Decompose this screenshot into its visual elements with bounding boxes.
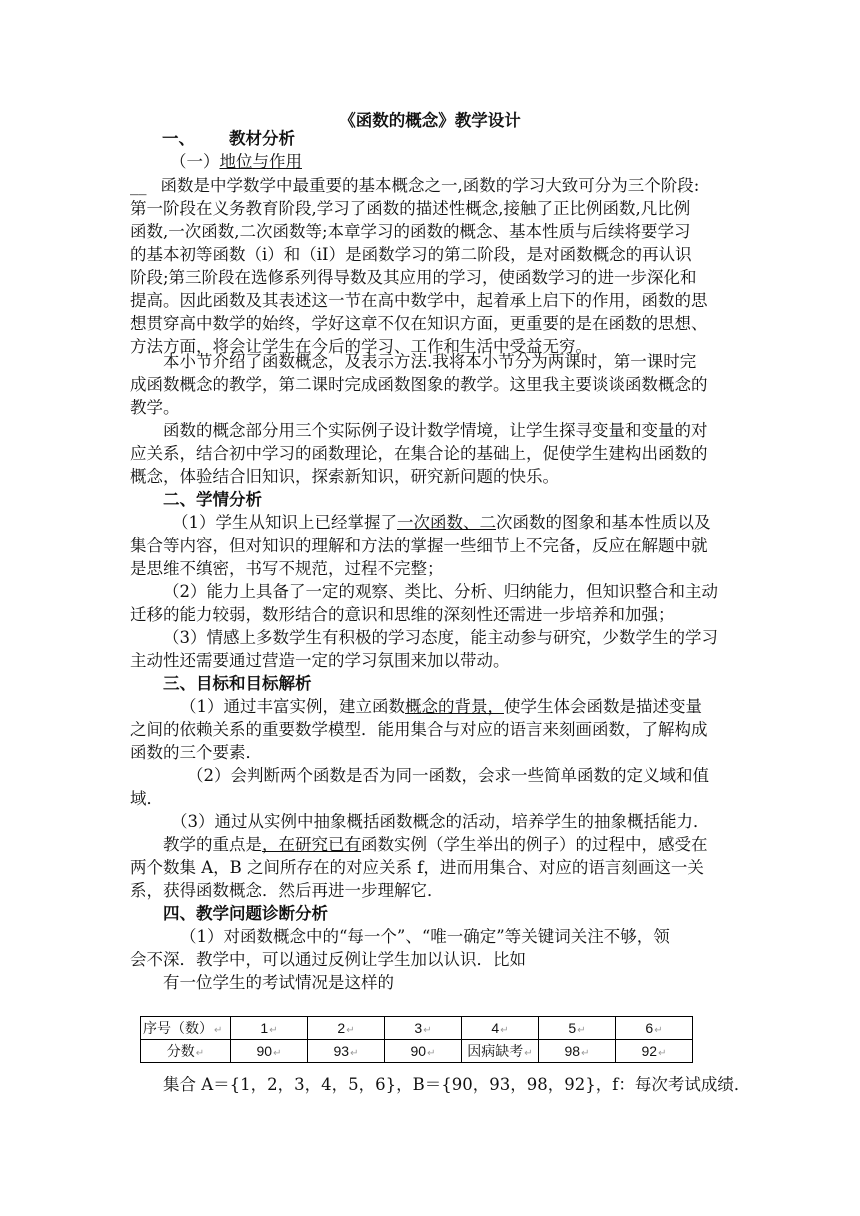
score-table — [140, 1016, 693, 1063]
table-cell — [385, 1040, 462, 1063]
cell-end-mark: ↵ — [423, 1025, 432, 1036]
cell-end-mark: ↵ — [577, 1025, 586, 1036]
cell-text: 90 — [256, 1043, 273, 1059]
paragraph-line: （3）情感上多数学生有积极的学习态度，能主动参与研究，少数学生的学习 — [163, 628, 718, 647]
paragraph-line: 提高。因此函数及其表述这一节在高中数学中，起着承上启下的作用，函数的思 — [130, 291, 708, 310]
cell-text: 3 — [414, 1020, 423, 1036]
section-heading-3: 三、目标和目标解析 — [163, 674, 312, 693]
cell-end-mark: ↵ — [654, 1025, 663, 1036]
text-span: 次函数的图象和基本性质以及 — [496, 513, 711, 532]
paragraph-line: 概念，体验结合旧知识，探索新知识，研究新问题的快乐。 — [130, 467, 559, 486]
text-span: 函数是中学数学中最重要的基本概念之一,函数的学习大致可分为三个阶段: — [160, 176, 700, 195]
cell-text: 5 — [568, 1020, 577, 1036]
table-cell — [141, 1040, 231, 1063]
text-span: （1）通过丰富实例，建立函数 — [180, 697, 405, 716]
paragraph-line — [163, 834, 708, 856]
document-title: 《函数的概念》教学设计 — [339, 111, 521, 130]
subsection-title: 地位与作用 — [219, 152, 302, 171]
paragraph-line: 教学。 — [130, 398, 180, 417]
paragraph-line: 想贯穿高中数学的始终，学好这章不仅在知识方面，更重要的是在函数的思想、 — [130, 314, 708, 333]
cell-end-mark: ↵ — [214, 1025, 223, 1036]
paragraph-line: 第一阶段在义务教育阶段,学习了函数的描述性概念,接触了正比例函数,凡比例 — [130, 199, 691, 218]
cell-text: 1 — [260, 1020, 269, 1036]
cell-text: 93 — [333, 1043, 350, 1059]
cell-end-mark: ↵ — [346, 1025, 355, 1036]
section-title: 教材分析 — [229, 129, 295, 148]
paragraph-line: 迁移的能力较弱，数形结合的意识和思维的深刻性还需进一步培养和加强； — [130, 605, 675, 624]
cell-text: 分数 — [166, 1043, 195, 1059]
paragraph-line: 函数,一次函数,二次函数等;本章学习的函数的概念、基本性质与后续将要学习 — [130, 222, 691, 241]
table-cell — [141, 1017, 231, 1040]
text-span: 使学生体会函数是描述变量 — [504, 697, 702, 716]
text-span: （1）学生从知识上已经掌握了 — [172, 513, 397, 532]
paragraph-line: 本小节介绍了函数概念，及表示方法.我将本小节分为两课时，第一课时完 — [163, 352, 697, 371]
section-number: 一、 — [162, 129, 195, 148]
paragraph-line: 的基本初等函数（i）和（iI）是函数学习的第二阶段，是对函数概念的再认识 — [130, 245, 692, 264]
section-heading-4: 四、教学问题诊断分析 — [163, 904, 328, 923]
paragraph-line: （2）会判断两个函数是否为同一函数，会求一些简单函数的定义域和值 — [187, 766, 709, 785]
cell-end-mark: ↵ — [658, 1048, 667, 1059]
paragraph-line: 会不深．教学中，可以通过反例让学生加以认识．比如 — [130, 950, 526, 969]
paragraph-line: （1）对函数概念中的“每一个”、“唯一确定”等关键词关注不够，领 — [180, 927, 670, 946]
cell-text: 98 — [564, 1043, 581, 1059]
table-row — [141, 1040, 693, 1063]
cell-end-mark: ↵ — [269, 1025, 278, 1036]
underlined-text: 概念的背景， — [405, 697, 504, 716]
section-heading-2: 二、学情分析 — [163, 490, 262, 509]
paragraph-line: 是思维不缜密，书写不规范，过程不完整； — [130, 559, 444, 578]
table-cell — [616, 1040, 693, 1063]
cell-end-mark: ↵ — [524, 1048, 533, 1059]
cell-text: 6 — [645, 1020, 654, 1036]
paragraph-line — [172, 512, 711, 534]
table-cell — [231, 1017, 308, 1040]
table-cell — [231, 1040, 308, 1063]
table-cell — [462, 1040, 539, 1063]
blank-marker: __ — [130, 176, 147, 195]
cell-text: 4 — [491, 1020, 500, 1036]
cell-end-mark: ↵ — [581, 1048, 590, 1059]
text-span: 教学的重点是 — [163, 835, 262, 854]
subsection-heading — [170, 151, 302, 173]
paragraph-line: 主动性还需要通过营造一定的学习氛围来加以带动。 — [130, 651, 510, 670]
paragraph-line: 域． — [130, 789, 163, 808]
paragraph-line: 函数的概念部分用三个实际例子设计数学情境，让学生探寻变量和变量的对 — [163, 421, 708, 440]
paragraph-line: 函数的三个要素． — [130, 743, 262, 762]
table-cell — [539, 1040, 616, 1063]
paragraph-line: 有一位学生的考试情况是这样的 — [163, 973, 394, 992]
cell-end-mark: ↵ — [350, 1048, 359, 1059]
cell-text: 序号（数） — [143, 1020, 213, 1036]
paragraph-line: 成函数概念的教学，第二课时完成函数图象的教学。这里我主要谈谈函数概念的 — [130, 375, 708, 394]
table-cell — [308, 1017, 385, 1040]
underlined-text: 一次函数、二 — [397, 513, 496, 532]
paragraph-line: 系，获得函数概念．然后再进一步理解它． — [130, 881, 444, 900]
cell-end-mark: ↵ — [427, 1048, 436, 1059]
cell-text: 90 — [410, 1043, 427, 1059]
section-heading-1 — [162, 128, 295, 150]
paragraph-line: 阶段;第三阶段在选修系列得导数及其应用的学习，使函数学习的进一步深化和 — [130, 268, 697, 287]
cell-end-mark: ↵ — [273, 1048, 282, 1059]
table-cell — [462, 1017, 539, 1040]
cell-text: 92 — [641, 1043, 658, 1059]
cell-end-mark: ↵ — [195, 1048, 205, 1059]
paragraph-line: （2）能力上具备了一定的观察、类比、分析、归纳能力，但知识整合和主动 — [163, 582, 718, 601]
subsection-prefix: （一） — [170, 152, 220, 171]
paragraph-line: （3）通过从实例中抽象概括函数概念的活动，培养学生的抽象概括能力． — [171, 812, 710, 831]
paragraph-line: 集合等内容，但对知识的理解和方法的掌握一些细节上不完备，反应在解题中就 — [130, 536, 708, 555]
cell-text: 2 — [337, 1020, 346, 1036]
paragraph-line: 方法方面，将会让学生在今后的学习、工作和生活中受益无穷。 — [130, 337, 592, 356]
paragraph-line — [130, 175, 699, 197]
table-cell — [385, 1017, 462, 1040]
cell-end-mark: ↵ — [500, 1025, 509, 1036]
table-cell — [616, 1017, 693, 1040]
text-span: 函数实例（学生举出的例子）的过程中，感受在 — [361, 835, 708, 854]
paragraph-line: 两个数集 A，B 之间所存在的对应关系 f，进而用集合、对应的语言刻画这一关 — [130, 858, 704, 877]
paragraph-line: 应关系，结合初中学习的函数理论，在集合论的基础上，促使学生建构出函数的 — [130, 444, 708, 463]
paragraph-line — [180, 696, 702, 718]
table-cell — [308, 1040, 385, 1063]
cell-text: 因病缺考 — [467, 1043, 524, 1059]
table-row — [141, 1017, 693, 1040]
underlined-text: ，在研究已有 — [262, 835, 361, 854]
set-definition-line: 集合 A＝{1，2，3，4，5，6}，B＝{90，93，98，92}，f：每次考试成绩． — [163, 1075, 751, 1094]
paragraph-line: 之间的依赖关系的重要数学模型．能用集合与对应的语言来刻画函数，了解构成 — [130, 720, 708, 739]
table-cell — [539, 1017, 616, 1040]
